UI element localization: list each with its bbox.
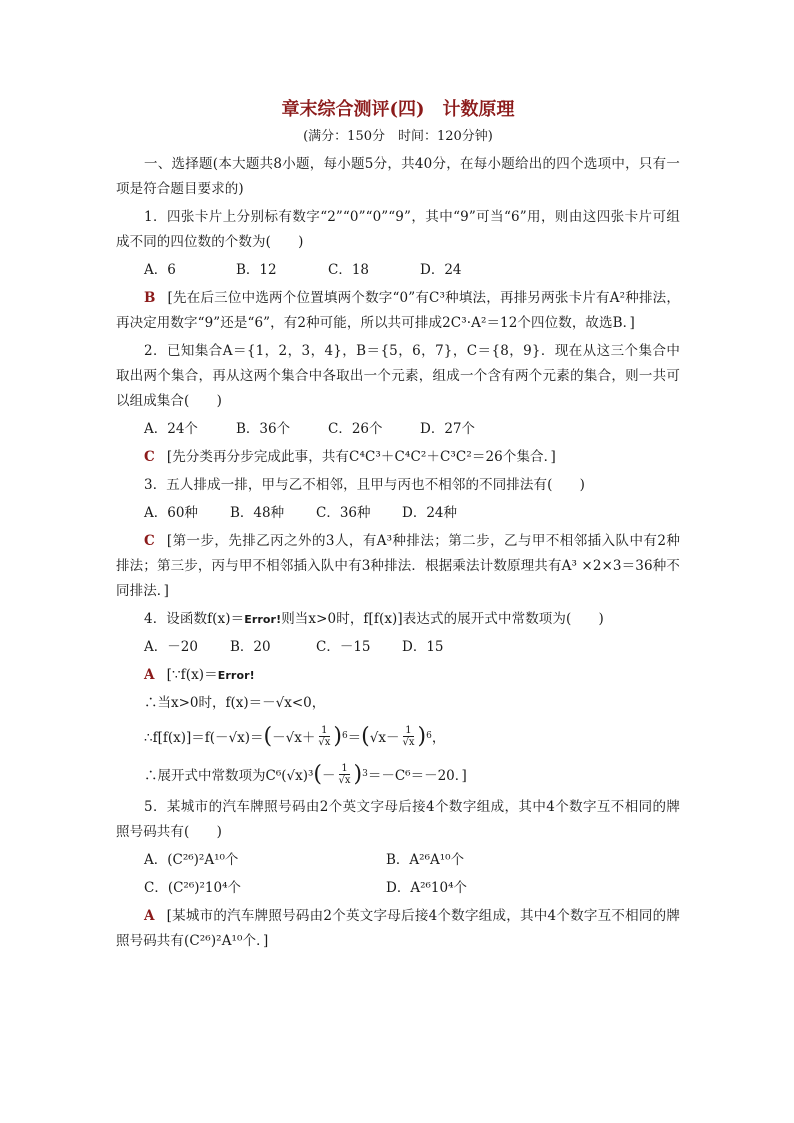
question-3-solution <box>116 529 680 604</box>
question-5-stem: 5．某城市的汽车牌照号码由2个英文字母后接4个数字组成，其中4个数字互不相同的牌照号码共有( ) <box>116 799 680 840</box>
page-title: 章末综合测评(四) 计数原理 <box>281 99 515 120</box>
question-4-stem: 4．设函数f(x)＝Error!则当x>0时，f[f(x)]表达式的展开式中常数项为( ) <box>144 611 604 627</box>
question-1-solution <box>116 286 680 336</box>
question-2-options <box>116 417 680 442</box>
question-5-solution <box>116 904 680 954</box>
option-d: D．15 <box>402 639 444 655</box>
question-5-options-row-1 <box>116 848 680 873</box>
option-c: C．18 <box>328 262 370 278</box>
question-2-stem: 2．已知集合A＝{1，2，3，4}，B＝{5，6，7}，C＝{8，9}．现在从这三个集合中取出两个集合，再从这两个集合中各取出一个元素，组成一个含有两个元素的集合，则一共可以组成集合( ) <box>116 343 680 409</box>
question-4-solution-line-3: ∴f[f(x)]＝f(－√x)＝ ( －√x＋ $\frac{1}{√x}$ ) 6 ＝ ( √x－ $\frac{1}{√x}$ ) 6 ， <box>144 723 446 749</box>
option-b: B．A²⁶A¹⁰个 <box>386 852 465 868</box>
question-5-options-row-2 <box>116 876 680 901</box>
answer-letter: C <box>144 533 155 549</box>
option-c: C．26个 <box>328 421 383 437</box>
answer-letter: C <box>144 449 155 465</box>
option-b: B．12 <box>236 262 277 278</box>
option-d: D．24 <box>420 262 462 278</box>
fraction: $\frac{1}{√x}$ <box>402 724 415 748</box>
option-c: C．－15 <box>316 639 371 655</box>
error-field: Error! <box>217 669 255 682</box>
question-2-solution <box>116 445 680 470</box>
question-4-solution-line-4: ∴展开式中常数项为C⁶(√x)³ ( － $\frac{1}{√x}$ ) 3 ＝－C⁶＝－20．] <box>144 761 467 787</box>
option-a: A．24个 <box>144 421 198 437</box>
answer-letter: B <box>144 290 156 306</box>
section-intro: 一、选择题(本大题共8小题，每小题5分，共40分，在每小题给出的四个选项中，只有一项是符合题目要求的) <box>116 156 680 197</box>
option-a: A．6 <box>144 262 176 278</box>
solution-text: [第一步，先排乙丙之外的3人，有A³种排法；第二步，乙与甲不相邻插入队中有2种排法；第三步，丙与甲不相邻插入队中有3种排法．根据乘法计数原理共有A³ ×2×3＝36种不同排法．] <box>116 533 680 599</box>
option-c: C．36种 <box>316 505 371 521</box>
solution-text: [某城市的汽车牌照号码由2个英文字母后接4个数字组成，其中4个数字互不相同的牌照号码共有(C²⁶)²A¹⁰个．] <box>116 908 680 949</box>
fraction: $\frac{1}{√x}$ <box>318 724 331 748</box>
solution-text: [先在后三位中选两个位置填两个数字“0”有C³种填法，再排另两张卡片有A²种排法，再决定用数字“9”还是“6”，有2种可能，所以共可排成2C³·A²＝12个四位数，故选B．] <box>116 290 680 331</box>
question-4-options <box>116 635 680 660</box>
option-a: A．－20 <box>144 639 198 655</box>
option-d: D．24种 <box>402 505 458 521</box>
option-a: A．(C²⁶)²A¹⁰个 <box>144 852 239 868</box>
option-c: C．(C²⁶)²10⁴个 <box>144 880 242 896</box>
error-field: Error! <box>244 613 282 626</box>
question-1-options <box>116 258 680 283</box>
exam-info: (满分：150分 时间：120分钟) <box>303 129 493 144</box>
option-d: D．A²⁶10⁴个 <box>386 880 467 896</box>
option-d: D．27个 <box>420 421 476 437</box>
answer-letter: A <box>144 908 155 924</box>
question-1-stem: 1．四张卡片上分别标有数字“2”“0”“0”“9”，其中“9”可当“6”用，则由这四张卡片可组成不同的四位数的个数为( ) <box>116 209 680 250</box>
solution-text: [先分类再分步完成此事，共有C⁴C³＋C⁴C²＋C³C²＝26个集合．] <box>166 449 556 465</box>
fraction: $\frac{1}{√x}$ <box>338 762 351 786</box>
question-3-options <box>116 501 680 526</box>
question-4-solution-line-1: A [∵f(x)＝Error! <box>144 667 255 683</box>
option-b: B．20 <box>230 639 271 655</box>
option-a: A．60种 <box>144 505 198 521</box>
question-3-stem: 3．五人排成一排，甲与乙不相邻，且甲与丙也不相邻的不同排法有( ) <box>144 477 586 493</box>
question-4-solution-line-2: ∴当x>0时，f(x)＝－√x<0， <box>144 695 326 711</box>
option-b: B．36个 <box>236 421 291 437</box>
answer-letter: A <box>144 667 155 683</box>
option-b: B．48种 <box>230 505 285 521</box>
